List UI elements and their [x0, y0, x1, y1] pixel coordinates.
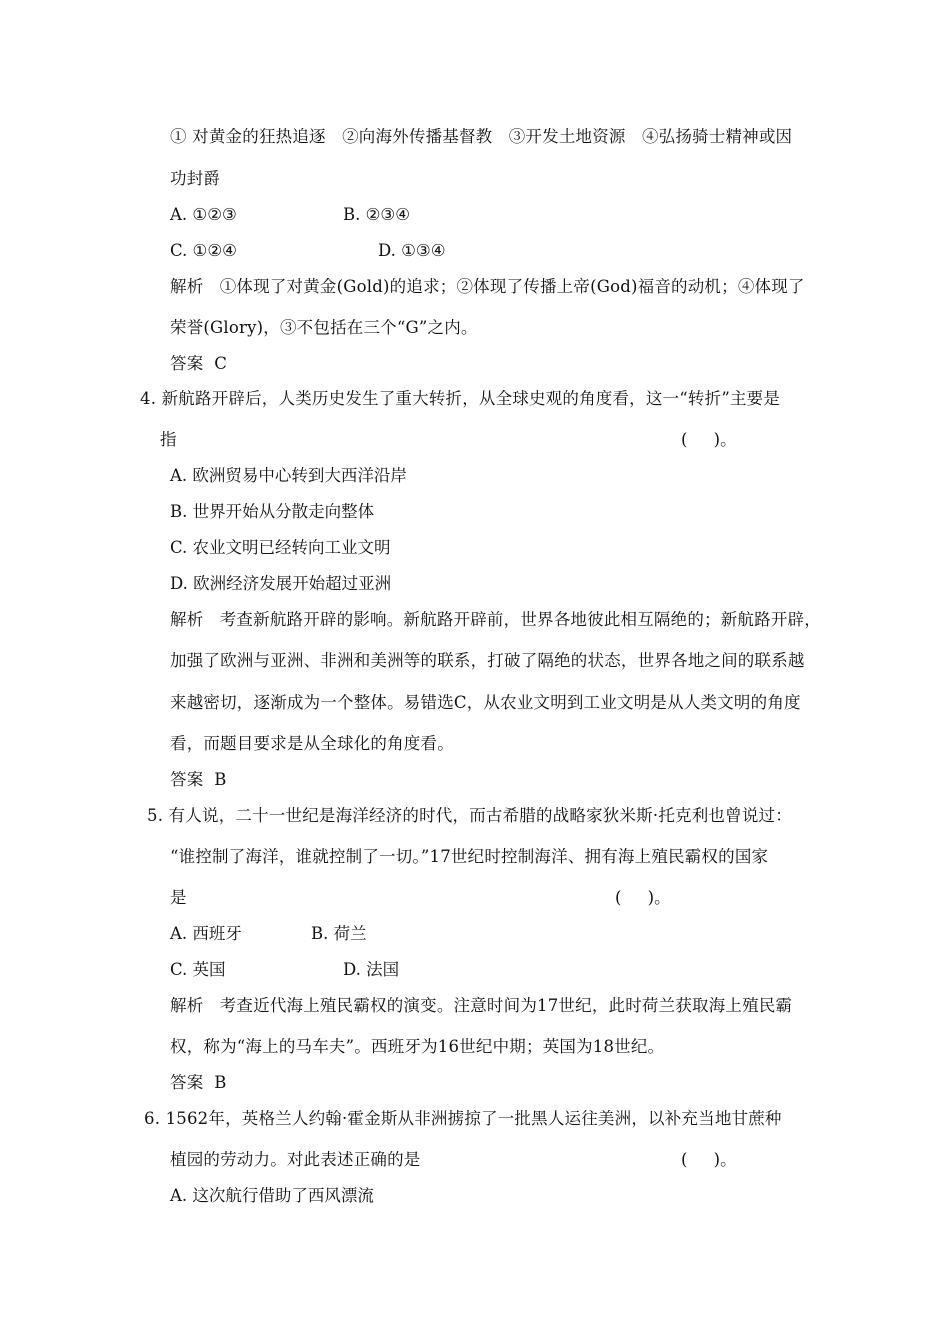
q4-answer-blank: ( )。 — [681, 430, 737, 449]
q3-option-a: A. ①②③ — [170, 205, 237, 224]
q4-answer: 答案 B — [170, 770, 227, 789]
q5-option-d: D. 法国 — [343, 960, 400, 979]
q4-stem-line: 4. 新航路开辟后，人类历史发生了重大转折，从全球史观的角度看，这一“转折”主要是 — [140, 389, 781, 408]
q4-option-d: D. 欧洲经济发展开始超过亚洲 — [170, 574, 392, 593]
q5-stem-line-wrap: 是 — [170, 888, 187, 907]
q3-answer: 答案 C — [170, 354, 228, 373]
q6-stem-line-wrap: 植园的劳动力。对此表述正确的是 — [170, 1150, 421, 1169]
q3-option-c: C. ①②④ — [170, 241, 237, 260]
q4-analysis-line: 加强了欧洲与亚洲、非洲和美洲等的联系，打破了隔绝的状态，世界各地之间的联系越 — [170, 651, 805, 670]
q5-option-b: B. 荷兰 — [311, 924, 367, 943]
q4-option-b: B. 世界开始从分散走向整体 — [170, 502, 375, 521]
q5-answer-blank: ( )。 — [615, 888, 671, 907]
q5-stem-line-wrap: “谁控制了海洋，谁就控制了一切。”17世纪时控制海洋、拥有海上殖民霸权的国家 — [170, 847, 769, 866]
q5-option-a: A. 西班牙 — [170, 924, 242, 943]
q6-stem-line: 6. 1562年，英格兰人约翰·霍金斯从非洲掳掠了一批黑人运往美洲，以补充当地甘蔗种 — [144, 1109, 782, 1128]
q3-option-d: D. ①③④ — [378, 241, 446, 260]
q4-analysis-line: 来越密切，逐渐成为一个整体。易错选C，从农业文明到工业文明是从人类文明的角度 — [170, 693, 801, 712]
q5-option-c: C. 英国 — [170, 960, 226, 979]
q5-analysis-line: 解析 考查近代海上殖民霸权的演变。注意时间为17世纪，此时荷兰获取海上殖民霸 — [170, 996, 793, 1015]
q5-stem-line: 5. 有人说，二十一世纪是海洋经济的时代，而古希腊的战略家狄米斯·托克利也曾说过： — [147, 806, 792, 825]
q5-analysis-line: 权，称为“海上的马车夫”。西班牙为16世纪中期；英国为18世纪。 — [170, 1037, 665, 1056]
q3-option-b: B. ②③④ — [343, 205, 410, 224]
q4-analysis-line: 解析 考查新航路开辟的影响。新航路开辟前，世界各地彼此相互隔绝的；新航路开辟， — [170, 610, 821, 629]
q3-statements-line: ① 对黄金的狂热追逐 ②向海外传播基督教 ③开发土地资源 ④弘扬骑士精神或因 — [170, 127, 793, 146]
q4-analysis-line: 看，而题目要求是从全球化的角度看。 — [170, 734, 454, 753]
q3-analysis-line: 荣誉(Glory)，③不包括在三个“G”之内。 — [170, 318, 478, 337]
q4-stem-line-wrap: 指 — [160, 430, 177, 449]
q4-option-a: A. 欧洲贸易中心转到大西洋沿岸 — [170, 466, 407, 485]
q4-option-c: C. 农业文明已经转向工业文明 — [170, 538, 391, 557]
q3-statements-line-wrap: 功封爵 — [170, 169, 221, 188]
q6-answer-blank: ( )。 — [681, 1150, 737, 1169]
q6-option-a: A. 这次航行借助了西风漂流 — [170, 1186, 374, 1205]
q3-analysis-line: 解析 ①体现了对黄金(Gold)的追求；②体现了传播上帝(God)福音的动机；④体现了 — [170, 277, 805, 296]
q5-answer: 答案 B — [170, 1073, 227, 1092]
